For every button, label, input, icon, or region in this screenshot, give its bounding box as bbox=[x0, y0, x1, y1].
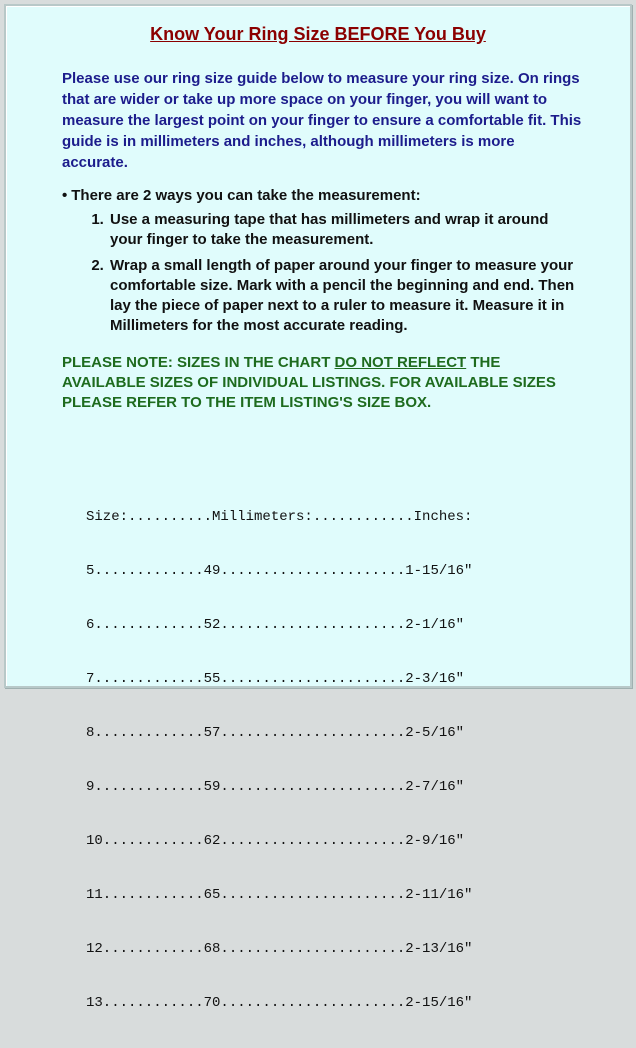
note-before: PLEASE NOTE: SIZES IN THE CHART bbox=[62, 354, 335, 371]
sizes-note bbox=[62, 353, 582, 413]
size-chart-row: 8.............57......................2-5/16" bbox=[86, 725, 465, 741]
size-chart-row: 11............65......................2-11/16" bbox=[86, 887, 473, 903]
note-after: THE AVAILABLE SIZES OF INDIVIDUAL LISTINGS. FOR AVAILABLE SIZES PLEASE REFER TO THE ITEM LISTING'S SIZE BOX. bbox=[62, 354, 556, 411]
size-chart-row: 9.............59......................2-7/16" bbox=[86, 779, 465, 795]
size-chart-row: 7.............55......................2-3/16" bbox=[86, 671, 465, 687]
methods-list bbox=[62, 210, 582, 336]
size-chart-row: 10............62......................2-9/16" bbox=[86, 833, 465, 849]
intro-paragraph: Please use our ring size guide below to measure your ring size. On rings that are wider or take up more space on your finger, you will want to measure the largest point on your finger to ensure a comfortable fit. This guide is in millimeters and inches, although millimeters is more accurate. bbox=[62, 70, 582, 171]
size-chart bbox=[86, 472, 472, 1048]
method-item: 1. Use a measuring tape that has millimeters and wrap it around your finger to take the measurement. bbox=[108, 210, 582, 250]
size-chart-header: Size:..........Millimeters:............Inches: bbox=[86, 509, 473, 525]
title-emphasis: BEFORE bbox=[334, 24, 410, 44]
measurement-methods bbox=[62, 186, 582, 342]
size-chart-row: 6.............52......................2-1/16" bbox=[86, 617, 465, 633]
size-chart-row: 5.............49......................1-15/16" bbox=[86, 563, 473, 579]
size-chart-row: 12............68......................2-13/16" bbox=[86, 941, 473, 957]
page-title bbox=[6, 24, 630, 45]
method-item: 2. Wrap a small length of paper around your finger to measure your comfortable size. Mark with a pencil the beginning and end. Then lay the piece of paper next to a ruler to measure it. Measure it in Millimeters for the most accurate reading. bbox=[108, 256, 582, 336]
ring-size-panel bbox=[4, 4, 632, 1011]
methods-heading: There are 2 ways you can take the measurement: bbox=[71, 187, 421, 204]
bullet-dot-icon: • bbox=[62, 187, 68, 204]
title-prefix: Know Your Ring Size bbox=[150, 24, 335, 44]
title-suffix: You Buy bbox=[409, 24, 486, 44]
size-chart-row: 13............70......................2-15/16" bbox=[86, 995, 473, 1011]
note-underlined: DO NOT REFLECT bbox=[334, 354, 467, 371]
methods-bullet bbox=[62, 186, 582, 206]
